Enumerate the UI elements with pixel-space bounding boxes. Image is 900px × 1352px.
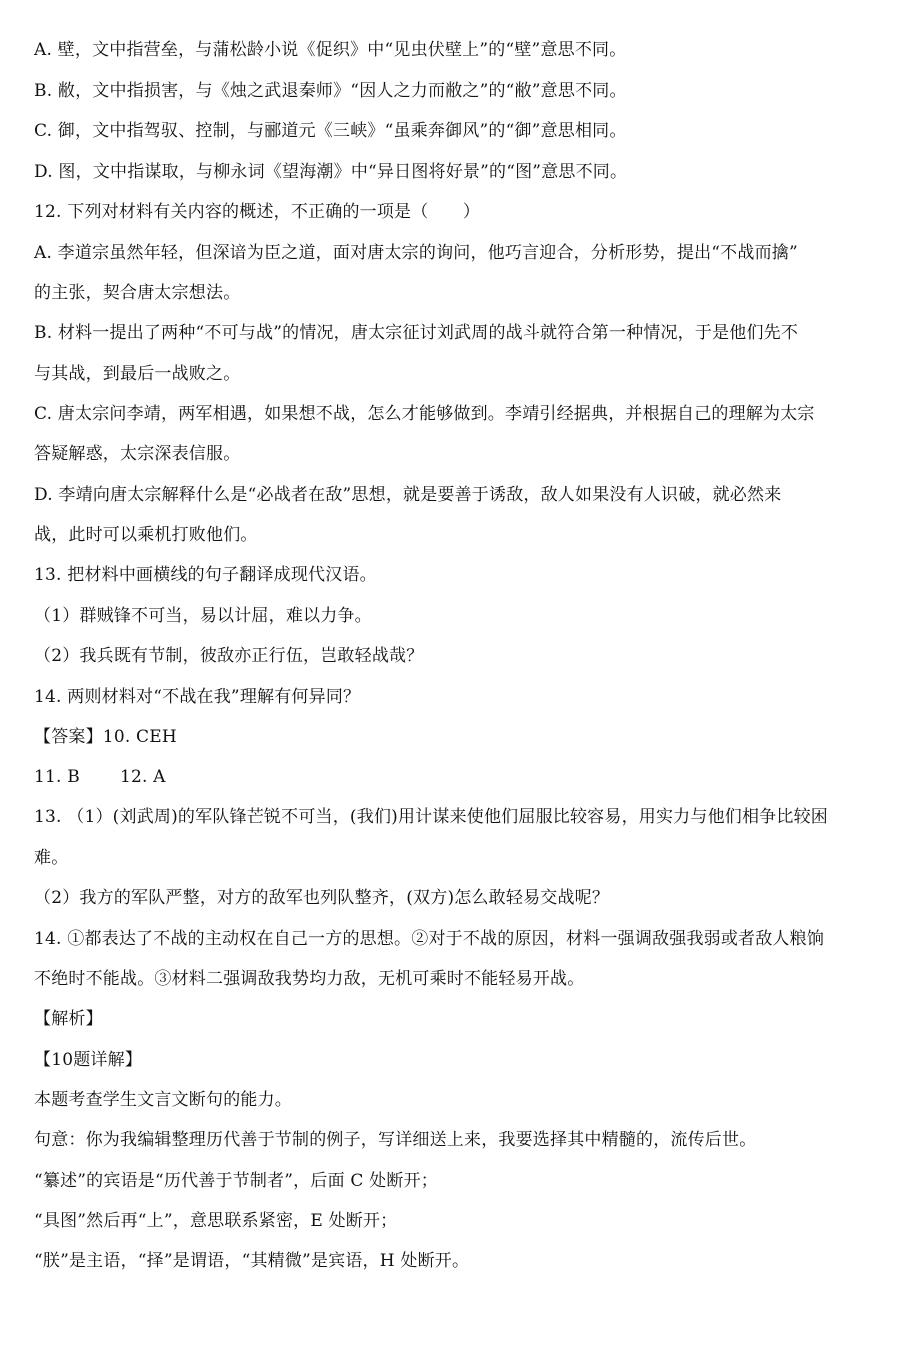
option-12d-line1: D. 李靖向唐太宗解释什么是“必战者在敌”思想，就是要善于诱敌，敌人如果没有人识破，就必然来 [34, 485, 782, 505]
answer-11: 11. B [34, 767, 80, 787]
answer-13-item2: （2）我方的军队严整，对方的敌军也列队整齐，(双方)怎么敢轻易交战呢？ [34, 888, 610, 908]
q10-detail-intro: 本题考查学生文言文断句的能力。 [34, 1090, 292, 1110]
option-12c-line1: C. 唐太宗问李靖，两军相遇，如果想不战，怎么才能够做到。李靖引经据典，并根据自己的理解为太宗 [34, 404, 815, 424]
option-11d: D. 图，文中指谋取，与柳永词《望海潮》中“异日图将好景”的“图”意思不同。 [34, 162, 628, 182]
option-12d-line2: 战，此时可以乘机打败他们。 [34, 525, 258, 545]
option-12b-line1: B. 材料一提出了两种“不可与战”的情况，唐太宗征讨刘武周的战斗就符合第一种情况，于是他们先不 [34, 323, 799, 343]
option-12a-line1: A. 李道宗虽然年轻，但深谙为臣之道，面对唐太宗的询问，他巧言迎合，分析形势，提出“不战而擒” [34, 243, 798, 263]
option-12a-line2: 的主张，契合唐太宗想法。 [34, 283, 241, 303]
analysis-heading: 【解析】 [34, 1009, 103, 1029]
answer-12: 12. A [119, 767, 166, 787]
answer-heading: 【答案】10. CEH [34, 727, 177, 747]
q10-break-h: “朕”是主语，“择”是谓语，“其精微”是宾语，H 处断开。 [34, 1251, 470, 1271]
option-12b-line2: 与其战，到最后一战败之。 [34, 364, 241, 384]
answer-13-line2: 难。 [34, 848, 69, 868]
answer-14-line2: 不绝时不能战。③材料二强调敌我势均力敌，无机可乘时不能轻易开战。 [34, 969, 585, 989]
answer-14-line1: 14. ①都表达了不战的主动权在自己一方的思想。②对于不战的原因，材料一强调敌强我弱或者敌人粮饷 [34, 929, 825, 949]
question-12: 12. 下列对材料有关内容的概述，不正确的一项是（ ） [34, 202, 481, 222]
question-13-item2: （2）我兵既有节制，彼敌亦正行伍，岂敢轻战哉？ [34, 646, 424, 666]
option-12c-line2: 答疑解惑，太宗深表信服。 [34, 444, 241, 464]
q10-detail-heading: 【10题详解】 [34, 1050, 143, 1070]
option-11a: A. 壁，文中指营垒，与蒲松龄小说《促织》中“见虫伏壁上”的“壁”意思不同。 [34, 40, 627, 60]
question-13-item1: （1）群贼锋不可当，易以计屈，难以力争。 [34, 606, 372, 626]
q10-break-c: “纂述”的宾语是“历代善于节制者”，后面 C 处断开； [34, 1171, 438, 1191]
question-13: 13. 把材料中画横线的句子翻译成现代汉语。 [34, 565, 377, 585]
answer-13-line1: 13. （1）(刘武周)的军队锋芒锐不可当，(我们)用计谋来使他们屈服比较容易，用实力与他们相争比较困 [34, 807, 828, 827]
q10-sentence-meaning: 句意：你为我编辑整理历代善于节制的例子，写详细送上来，我要选择其中精髓的，流传后世。 [34, 1130, 757, 1150]
question-14: 14. 两则材料对“不战在我”理解有何异同？ [34, 687, 361, 707]
option-11b: B. 敝，文中指损害，与《烛之武退秦师》“因人之力而敝之”的“敝”意思不同。 [34, 81, 627, 101]
q10-break-e: “具图”然后再“上”，意思联系紧密，E 处断开； [34, 1211, 398, 1231]
option-11c: C. 御，文中指驾驭、控制，与郦道元《三峡》“虽乘奔御风”的“御”意思相同。 [34, 121, 627, 141]
answer-11-12 [34, 766, 880, 788]
